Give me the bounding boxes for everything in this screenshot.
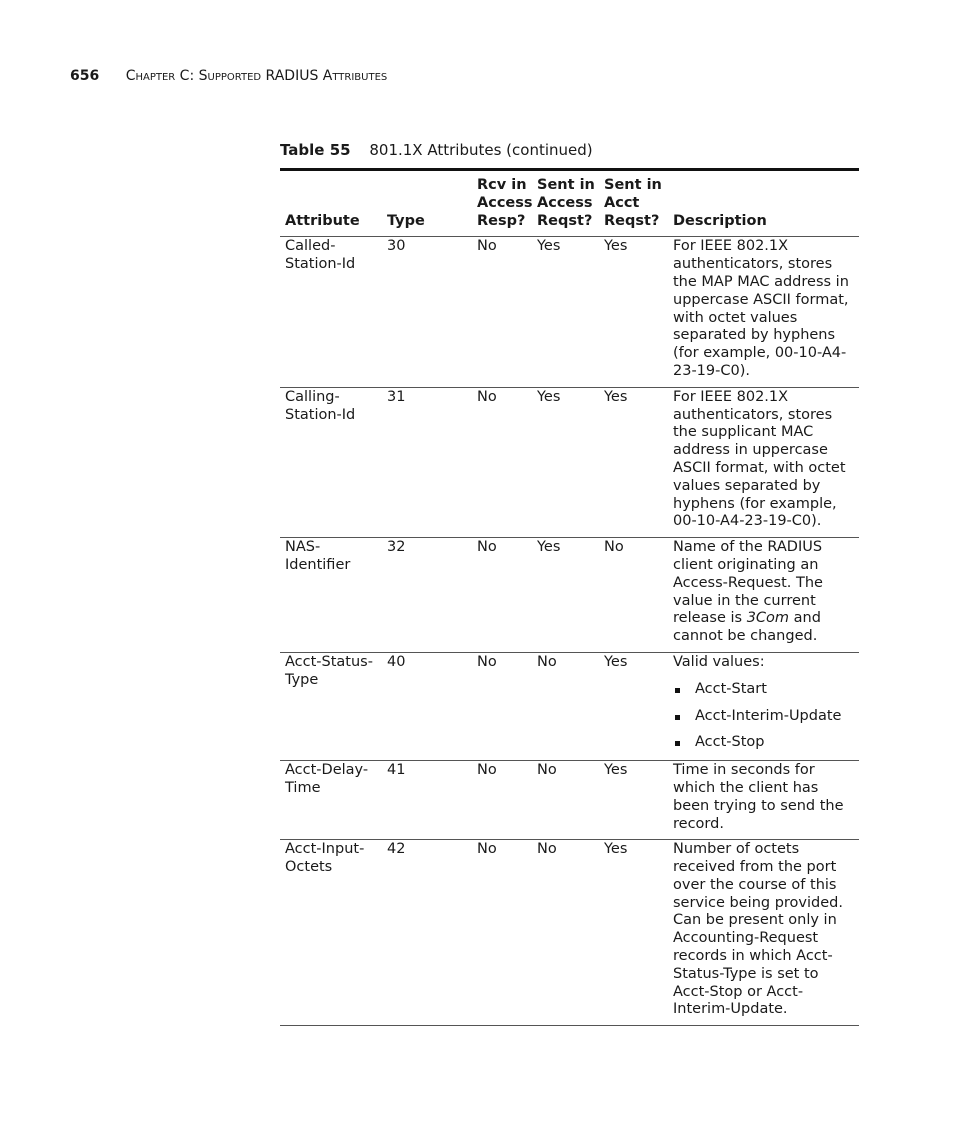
table-row [280, 387, 859, 537]
list-item: Acct-Start [673, 681, 855, 699]
list-item: Acct-Stop [673, 734, 855, 752]
cell-sent-acct: Yes [599, 761, 668, 840]
cell-sent-acct: Yes [599, 237, 668, 387]
cell-type: 32 [382, 538, 472, 653]
table-caption-title: 801.1X Attributes (continued) [369, 141, 593, 159]
table-caption-label: Table 55 [280, 141, 351, 159]
table-row [280, 538, 859, 653]
cell-description: For IEEE 802.1X authenticators, stores the MAP MAC address in uppercase ASCII format, with octet values separated by hyphens (for example, 00-10-A4-23-19-C0). [668, 237, 859, 387]
cell-rcv: No [472, 840, 532, 1026]
attributes-table [280, 168, 859, 1026]
cell-sent-access: Yes [532, 538, 599, 653]
cell-attribute: Calling- Station-Id [280, 387, 382, 537]
table-header-row [280, 170, 859, 237]
table-row [280, 761, 859, 840]
cell-type: 41 [382, 761, 472, 840]
column-header-sent-acct-reqst: Sent in Acct Reqst? [599, 170, 668, 237]
cell-sent-acct: No [599, 538, 668, 653]
cell-attribute: NAS- Identifier [280, 538, 382, 653]
page-number: 656 [70, 68, 100, 84]
cell-sent-acct: Yes [599, 652, 668, 760]
table-row [280, 237, 859, 387]
cell-sent-access: Yes [532, 387, 599, 537]
column-header-description: Description [668, 170, 859, 237]
cell-type: 30 [382, 237, 472, 387]
list-item: Acct-Interim-Update [673, 708, 855, 726]
cell-attribute: Called- Station-Id [280, 237, 382, 387]
cell-rcv: No [472, 761, 532, 840]
running-header [70, 67, 387, 85]
cell-rcv: No [472, 237, 532, 387]
cell-description: For IEEE 802.1X authenticators, stores the supplicant MAC address in uppercase ASCII format, with octet values separated by hyphens (for example, 00-10-A4-23-19-C0). [668, 387, 859, 537]
cell-sent-access: Yes [532, 237, 599, 387]
cell-sent-acct: Yes [599, 387, 668, 537]
table-caption [280, 140, 593, 160]
cell-attribute: Acct-Status- Type [280, 652, 382, 760]
cell-type: 31 [382, 387, 472, 537]
cell-rcv: No [472, 387, 532, 537]
description-intro: Valid values: [673, 653, 765, 670]
valid-values-list [673, 681, 855, 752]
cell-sent-access: No [532, 761, 599, 840]
table-row [280, 840, 859, 1026]
cell-attribute: Acct-Input- Octets [280, 840, 382, 1026]
cell-type: 42 [382, 840, 472, 1026]
cell-description: Time in seconds for which the client has been trying to send the record. [668, 761, 859, 840]
column-header-rcv-access-resp: Rcv in Access Resp? [472, 170, 532, 237]
table-row [280, 652, 859, 760]
cell-rcv: No [472, 538, 532, 653]
cell-description: Name of the RADIUS client originating an Access-Request. The value in the current release is 3Com and cannot be changed. [668, 538, 859, 653]
cell-type: 40 [382, 652, 472, 760]
column-header-attribute: Attribute [280, 170, 382, 237]
cell-sent-access: No [532, 652, 599, 760]
cell-sent-access: No [532, 840, 599, 1026]
column-header-sent-access-reqst: Sent in Access Reqst? [532, 170, 599, 237]
column-header-type: Type [382, 170, 472, 237]
cell-description: Number of octets received from the port over the course of this service being provided. Can be present only in Accounting-Request records in which Acct-Status-Type is set to Acct-Stop or Acct-Interim-Update. [668, 840, 859, 1026]
italic-product-name: 3Com [746, 610, 790, 627]
cell-sent-acct: Yes [599, 840, 668, 1026]
chapter-title: Chapter C: Supported RADIUS Attributes [125, 68, 388, 84]
cell-description [668, 652, 859, 760]
cell-attribute: Acct-Delay- Time [280, 761, 382, 840]
cell-rcv: No [472, 652, 532, 760]
